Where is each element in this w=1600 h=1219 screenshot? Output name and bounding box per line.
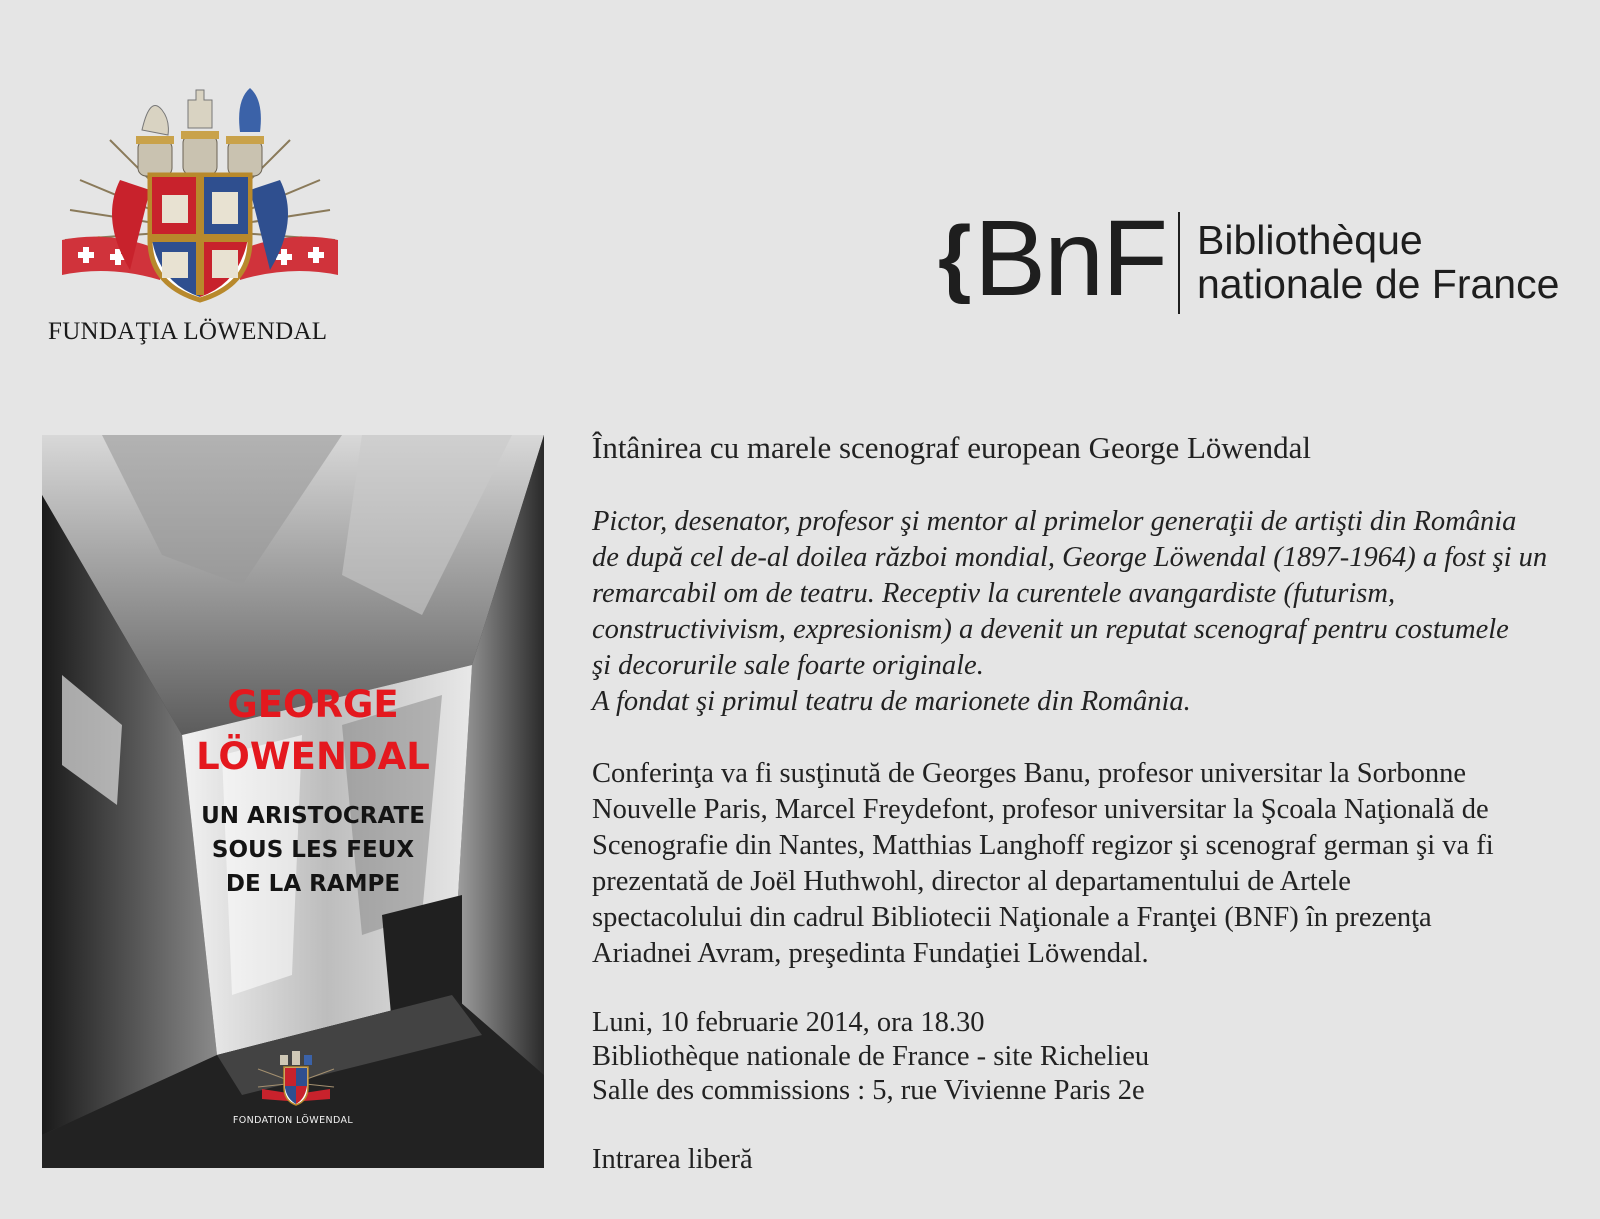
cover-subtitle-line: SOUS LES FEUX	[211, 837, 415, 863]
lowendal-coat-of-arms-icon	[50, 80, 350, 310]
bio-line: constructivivism, expresionism) a devenit un reputat scenograf pentru costumele	[592, 614, 1509, 645]
free-entry-note: Intrarea liberă	[592, 1144, 753, 1175]
artist-biography	[592, 504, 1592, 720]
conference-line: Scenografie din Nantes, Matthias Langhoff regizor şi scenograf german şi va fi	[592, 830, 1494, 861]
bio-line: de după cel de-al doilea război mondial, George Löwendal (1897-1964) a fost şi un	[592, 542, 1548, 573]
event-headline: Întânirea cu marele scenograf european George Löwendal	[592, 430, 1311, 465]
event-venue: Bibliothèque nationale de France - site Richelieu	[592, 1041, 1150, 1072]
cover-subtitle-line: UN ARISTOCRATE	[201, 803, 425, 829]
bio-line: şi decorurile sale foarte originale.	[592, 650, 984, 681]
conference-line: spectacolului din cadrul Bibliotecii Naţionale a Franţei (BNF) în prezenţa	[592, 902, 1432, 933]
cover-title-last-name: LÖWENDAL	[196, 735, 430, 778]
cover-crest-icon	[254, 1043, 338, 1109]
cover-title-first-name: GEORGE	[227, 683, 399, 726]
event-room-address: Salle des commissions : 5, rue Vivienne Paris 2e	[592, 1075, 1145, 1106]
event-date-time: Luni, 10 februarie 2014, ora 18.30	[592, 1007, 985, 1038]
bnf-acronym: BnF	[974, 197, 1167, 318]
foundation-name: FUNDAŢIA LÖWENDAL	[48, 318, 328, 345]
conference-line: Nouvelle Paris, Marcel Freydefont, profesor universitar la Şcoala Naţională de	[592, 794, 1489, 825]
cover-subtitle-line: DE LA RAMPE	[225, 871, 401, 897]
bnf-logo-icon	[938, 197, 1560, 320]
conference-line: Ariadnei Avram, preşedinta Fundaţiei Löwendal.	[592, 938, 1149, 969]
conference-line: prezentată de Joël Huthwohl, director al departamentului de Artele	[592, 866, 1351, 897]
conference-line: Conferinţa va fi susţinută de Georges Banu, profesor universitar la Sorbonne	[592, 758, 1467, 789]
conference-description	[592, 756, 1592, 972]
event-details	[592, 1006, 1592, 1108]
bnf-name-line1: Bibliothèque	[1197, 217, 1423, 263]
bio-line: Pictor, desenator, profesor şi mentor al primelor generaţii de artişti din România	[592, 506, 1517, 537]
bnf-divider	[1178, 212, 1180, 314]
cover-publisher: FONDATION LÖWENDAL	[232, 1115, 354, 1126]
bio-line: A fondat şi primul teatru de marionete din România.	[592, 686, 1191, 717]
bnf-brace: {	[938, 209, 972, 305]
book-cover	[42, 435, 544, 1168]
bio-line: remarcabil om de teatru. Receptiv la curentele avangardiste (futurism,	[592, 578, 1396, 609]
bnf-name-line2: nationale de France	[1197, 261, 1560, 307]
